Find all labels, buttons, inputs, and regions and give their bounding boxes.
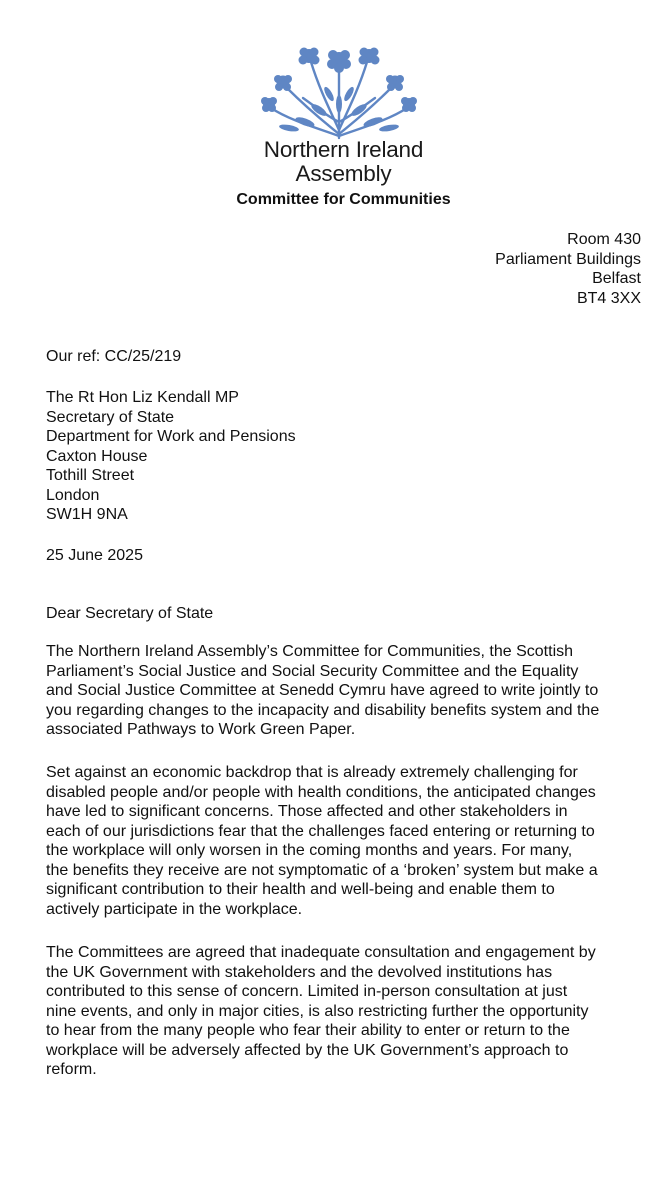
recipient-line: The Rt Hon Liz Kendall MP <box>46 389 239 406</box>
recipient-line: Department for Work and Pensions <box>46 428 296 445</box>
paragraph-line: contributed to this sense of concern. Limited in-person consultation at just <box>46 983 568 1000</box>
paragraph-line: have led to significant concerns. Those affected and other stakeholders in <box>46 803 568 820</box>
paragraph-line: the benefits they receive are not symptomatic of a ‘broken’ system but make a <box>46 861 598 879</box>
recipient-line: SW1H 9NA <box>46 506 128 523</box>
letter-date: 25 June 2025 <box>46 547 143 564</box>
paragraph-line: reform. <box>46 1061 97 1078</box>
recipient-line: Tothill Street <box>46 467 135 484</box>
salutation: Dear Secretary of State <box>46 605 214 622</box>
paragraph-line: associated Pathways to Work Green Paper. <box>46 721 356 738</box>
paragraph-line: Parliament’s Social Justice and Social Security Committee and the Equality <box>46 662 579 680</box>
paragraph-line: the UK Government with stakeholders and the devolved institutions has <box>46 963 553 981</box>
address-line: Parliament Buildings <box>495 250 641 268</box>
org-name-line2: Assembly <box>295 161 392 186</box>
recipient-line: Caxton House <box>46 447 148 465</box>
paragraph-line: actively participate in the workplace. <box>46 900 303 918</box>
body-paragraph-2 <box>46 763 646 919</box>
paragraph-line: to hear from the many people who fear their ability to enter or return to the <box>46 1022 570 1039</box>
body-paragraph-3 <box>46 943 646 1080</box>
address-line: Belfast <box>592 270 641 287</box>
paragraph-line: nine events, and only in major cities, is also restricting further the opportunity <box>46 1002 589 1020</box>
paragraph-line: you regarding changes to the incapacity and disability benefits system and the <box>46 701 600 719</box>
reference-number: Our ref: CC/25/219 <box>46 348 182 365</box>
paragraph-line: The Committees are agreed that inadequate consultation and engagement by <box>46 944 596 961</box>
committee-name: Committee for Communities <box>236 191 451 208</box>
paragraph-line: significant contribution to their health and well-being and enable them to <box>46 881 555 898</box>
recipient-line: London <box>46 486 100 504</box>
sender-address <box>495 230 641 308</box>
body-paragraph-1 <box>46 642 646 740</box>
paragraph-line: Set against an economic backdrop that is already extremely challenging for <box>46 764 578 781</box>
paragraph-line: and Social Justice Committee at Senedd Cymru have agreed to write jointly to <box>46 682 599 699</box>
paragraph-line: The Northern Ireland Assembly’s Committee for Communities, the Scottish <box>46 643 574 660</box>
org-name-line1: Northern Ireland <box>263 137 424 162</box>
address-line: Room 430 <box>567 231 641 248</box>
recipient-address <box>46 388 296 525</box>
paragraph-line: workplace will be adversely affected by the UK Government’s approach to <box>46 1041 569 1059</box>
assembly-logo <box>259 38 419 140</box>
address-line: BT4 3XX <box>576 289 641 307</box>
paragraph-line: each of our jurisdictions fear that the challenges faced entering or returning to <box>46 822 595 840</box>
recipient-line: Secretary of State <box>46 408 175 426</box>
paragraph-line: the workplace will only worsen in the coming months and years. For many, <box>46 842 573 859</box>
paragraph-line: disabled people and/or people with health conditions, the anticipated changes <box>46 783 596 801</box>
